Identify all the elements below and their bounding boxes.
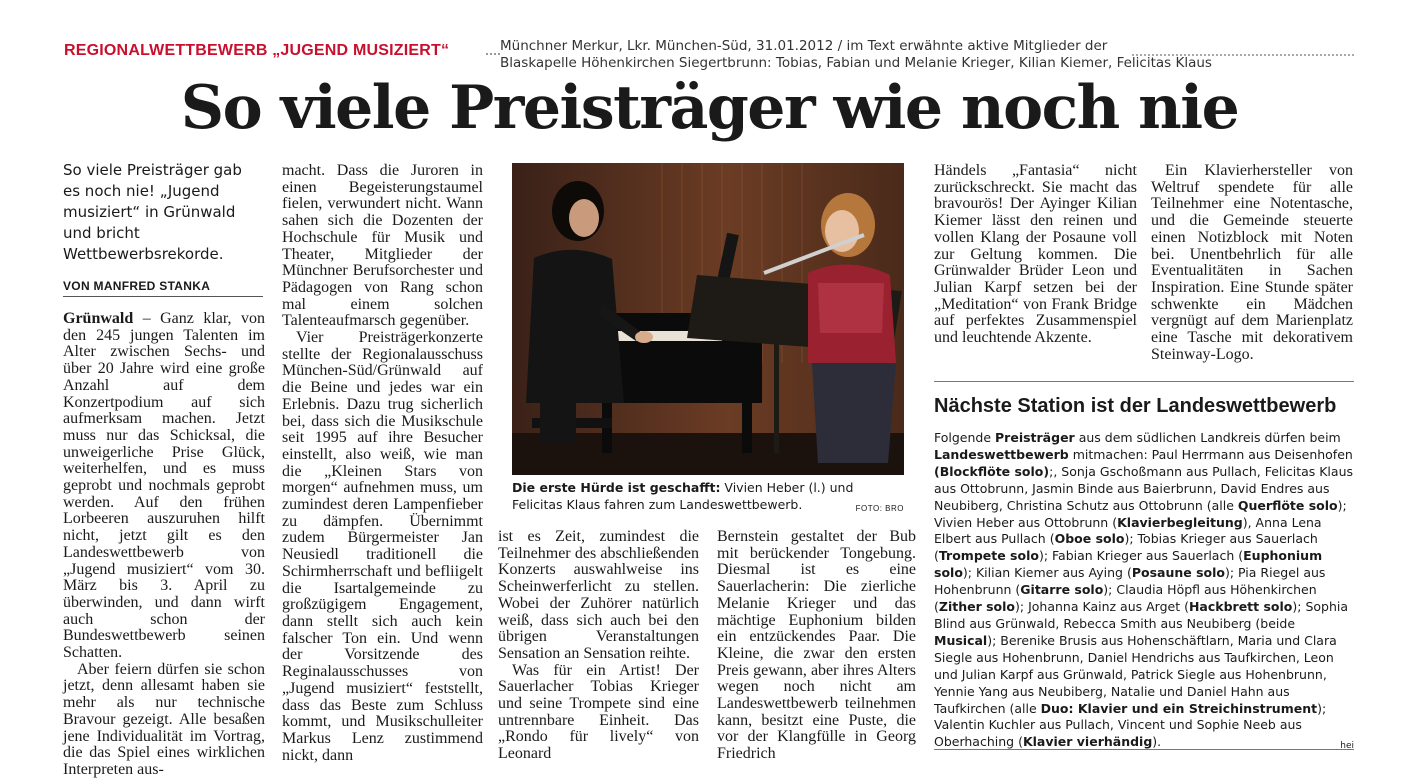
- dotted-rule: [1132, 46, 1354, 56]
- caption-text: Vivien Heber (l.) und Felicitas Klaus fahren zum Landeswettbewerb.: [512, 480, 854, 512]
- headline: So viele Preisträger wie noch nie: [180, 73, 1239, 143]
- article-paragraph: Was für ein Artist! Der Sauerlacher Tobias Krieger und seine Trompete sind eine untrennbare Einheit. Das „Rondo für lively“ von Leonard: [498, 661, 699, 763]
- byline: VON MANFRED STANKA: [63, 279, 263, 297]
- article-paragraph: [63, 311, 265, 662]
- teaser: So viele Preisträger gab es noch nie! „Jugend musiziert“ in Grünwald und bricht Wettbewerbsrekorde.: [63, 161, 242, 263]
- photo-illustration: [512, 163, 904, 475]
- box-top-rule: [934, 381, 1354, 382]
- article-paragraph: Händels „Fantasia“ nicht zurückschreckt. Sie macht das bravourös! Der Ayinger Kilian Kiemer lässt den reinen und vollen Klang der Posaune voll zur Geltung kommen. Die Grünwalder Brüder Leon und Julian Karpf setzen bei der „Meditation“ von Frank Bridge auf perfektes Zusammenspiel und leuchtende Akzente.: [934, 162, 1137, 347]
- source-line-1: Münchner Merkur, Lkr. München-Süd, 31.01.2012 / im Text erwähnte aktive Mitglieder der: [500, 38, 1108, 54]
- dotted-leader: [486, 45, 500, 55]
- article-paragraph: Bernstein gestaltet der Bub mit berückender Tongebung. Diesmal ist es eine Sauerlacherin: Die zierliche Melanie Krieger und das mächtige Euphonium bilden ein entzückendes Paar. Die Kleine, die zwar den ersten Preis gewann, aber ihres Alters wegen noch nicht am Landeswettbewerb teilnehmen kann, besitzt eine Puste, die vor der Klangfülle in Georg Friedrich: [717, 528, 916, 763]
- article-column-2: [282, 163, 483, 764]
- paragraph-text: – Ganz klar, von den 245 jungen Talenten im Alter zwischen Sechs- und über 20 Jahre wird eine große Anzahl auf dem Konzertpodium auf sich aufmerksam machen. Jetzt muss nur das Schicksal, die unweigerliche Prise Glück, weiterhelfen, und es muss geprobt und nochmals geprobt werden. Auf den frühen Lorbeeren auszuruhen hilft nicht, jetzt gilt es den Landeswettbewerb von „Jugend musiziert“ vom 30. März bis 3. April zu überwinden, und dann wirft auch schon der Bundeswettbewerb seinen Schatten.: [63, 310, 265, 662]
- author-signature: hei: [1340, 741, 1354, 752]
- article-paragraph: Vier Preisträgerkonzerte stellte der Regionalausschuss München-Süd/Grünwald auf die Beine und jedes war ein Erlebnis. Dazu trug sicherlich bei, dass sich die Musikschule seit 1995 auf ihre Besucher einstellt, also weiß, wie man die „Kleinen Stars von morgen“ aufnehmen muss, um zumindest deren Lampenfieber zu dämpfen. Übernimmt zudem Bürgermeister Jan Neusiedl traditionell die Schirmherrschaft und befliigelt die Isartalgemeinde zu großzügigem Engagement, dann stellt sich auch kein falscher Ton ein. Und wenn der Vorsitzende des Reginalausschusses von „Jugend musiziert“ feststellt, dass das Beste zum Schluss kommt, und Musikschulleiter Markus Lenz zustimmend nickt, dann: [282, 329, 483, 764]
- box-title: Nächste Station ist der Landeswettbewerb: [934, 395, 1337, 417]
- article-column-3: [498, 529, 699, 763]
- article-column-1: [63, 311, 265, 779]
- dateline: Grünwald: [63, 310, 134, 327]
- source-note: [500, 38, 1212, 72]
- article-column-5: [934, 163, 1137, 347]
- section-kicker: REGIONALWETTBEWERB „JUGEND MUSIZIERT“: [64, 42, 450, 59]
- article-paragraph: Aber feiern dürfen sie schon jetzt, denn allesamt haben sie mehr als nur technische Bravour gezeigt. Alle besaßen jene Individualität im Vortrag, die das Spiel eines wirklichen Interpreten aus-: [63, 660, 265, 778]
- article-paragraph: ist es Zeit, zumindest die Teilnehmer des abschließenden Konzerts auswahlweise ins Scheinwerferlicht zu stellen. Wobei der Zuhörer natürlich weiß, dass sich auch bei den übrigen Veranstaltungen Sensation an Sensation reihte.: [498, 528, 699, 662]
- caption-lead: Die erste Hürde ist geschafft:: [512, 480, 721, 495]
- article-column-6: [1151, 163, 1353, 363]
- box-text: Folgende Preisträger aus dem südlichen Landkreis dürfen beim Landeswettbewerb mitmachen: Paul Herrmann aus Deisenhofen (Blockflöte solo);, Sonja Gschoßmann aus Pullach, Felicitas Klaus aus Ottobrunn, Jasmin Binde aus Baierbrunn, David Endres aus Neubiberg, Christina Schutz aus Ottobrunn (alle Querflöte solo); Vivien Heber aus Ottobrunn (Klavierbegleitung), Anna Lena Elbert aus Pullach (Oboe solo); Tobias Krieger aus Sauerlach (Trompete solo); Fabian Krieger aus Sauerlach (Euphonium solo); Kilian Kiemer aus Aying (Posaune solo); Pia Riegel aus Hohenbrunn (Gitarre solo); Claudia Höpfl aus Höhenkirchen (Zither solo); Johanna Kainz aus Arget (Hackbrett solo); Sophia Blind aus Grünwald, Rebecca Smith aus Neubiberg (beide Musical); Berenike Brusis aus Hohenschäftlarn, Maria und Clara Siegle aus Hohenbrunn, Daniel Hendrichs aus Taufkirchen, Leon und Julian Karpf aus Grünwald, Patrick Siegle aus Hohenbrunn, Yennie Yang aus Neubiberg, Natalie und Daniel Hahn aus Taufkirchen (alle Duo: Klavier und ein Streichinstrument); Valentin Kuchler aus Pullach, Vincent und Sophie Neeb aus Oberhaching (Klavier vierhändig). hei: [934, 430, 1354, 755]
- article-paragraph: Ein Klavierhersteller von Weltruf spendete für alle Teilnehmer eine Notentasche, und die Gemeinde steuerte einen Notizblock mit Noten bei. Unentbehrlich für alle Eventualitäten in Sachen Inspiration. Eine Stunde später schwenkte ein Mädchen vergnügt auf dem Marienplatz eine Tasche mit dekorativem Steinway-Logo.: [1151, 162, 1353, 363]
- concert-photo: [512, 163, 904, 475]
- article-paragraph: macht. Dass die Juroren in einen Begeisterungstaumel fielen, verwundert nicht. Wann sahen sich die Dozenten der Hochschule für Musik und Theater, Mitglieder der Münchner Berufsorchester und Pädagogen von Rang schon mal einem solchen Talenteaufmarsch gegenüber.: [282, 162, 483, 330]
- box-bottom-rule: [934, 749, 1354, 750]
- photo-caption: [512, 479, 904, 517]
- photo-credit: FOTO: BRO: [855, 504, 904, 513]
- article-column-4: [717, 529, 916, 763]
- source-line-2: Blaskapelle Höhenkirchen Siegertbrunn: Tobias, Fabian und Melanie Krieger, Kilian Kiemer, Felicitas Klaus: [500, 55, 1212, 71]
